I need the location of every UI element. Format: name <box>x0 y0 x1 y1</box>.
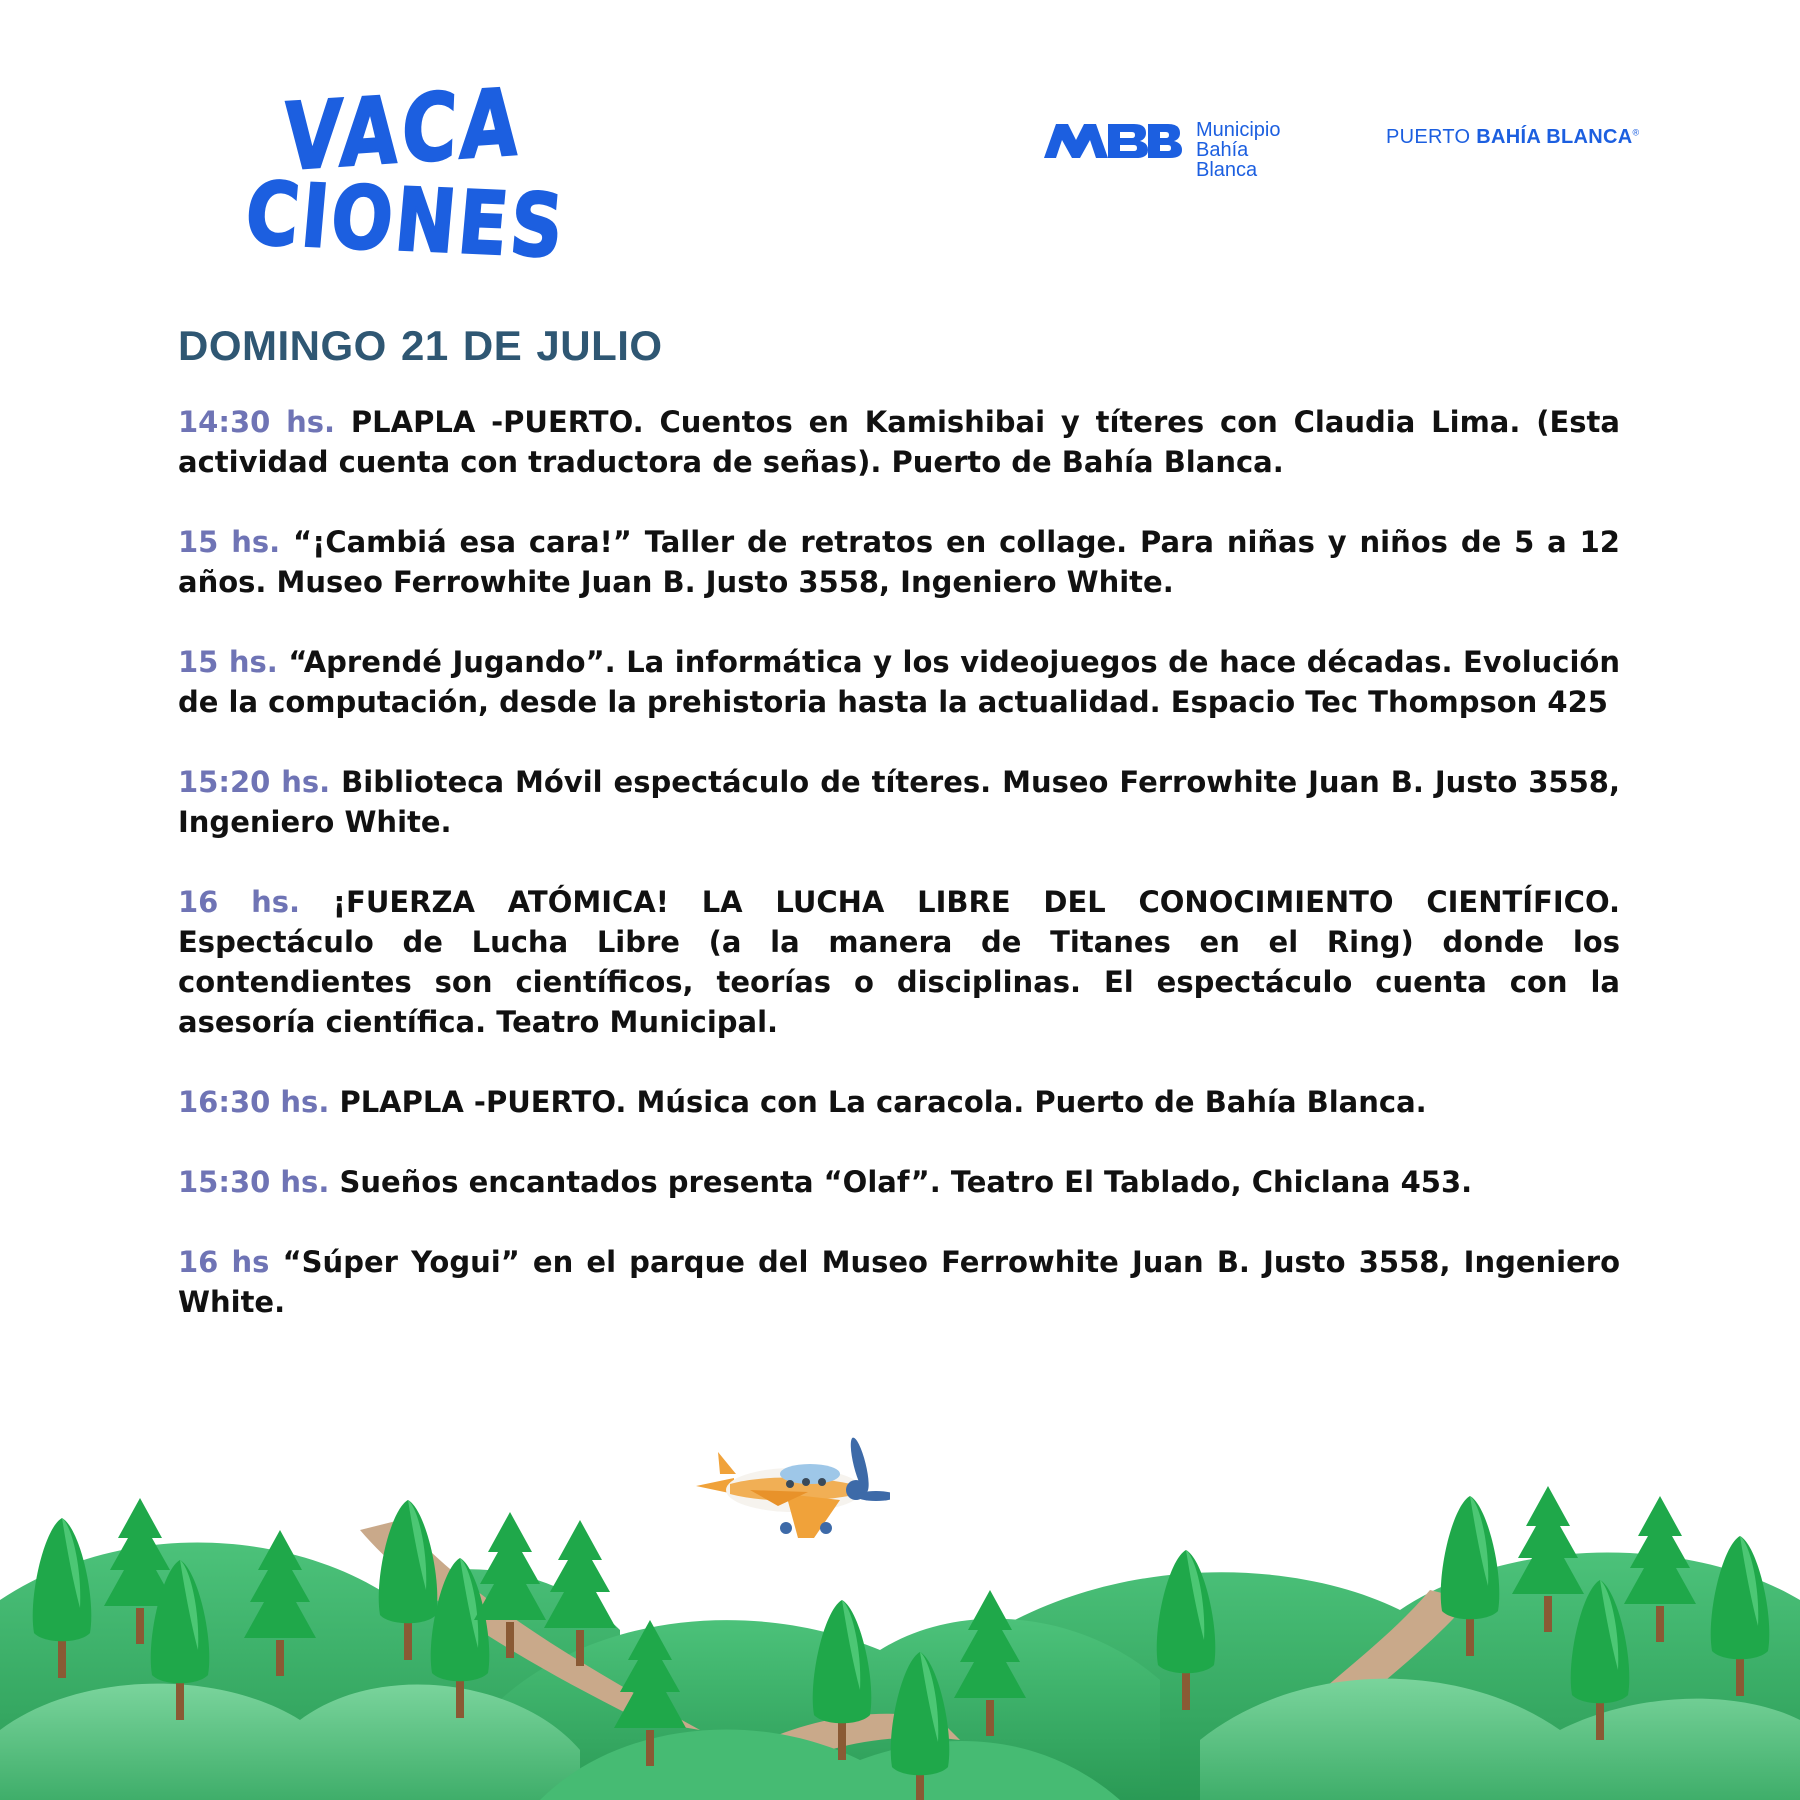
mbb-mark-icon <box>1042 118 1182 162</box>
event-time: 14:30 hs. <box>178 405 336 439</box>
event-description: “¡Cambiá esa cara!” Taller de retratos en collage. Para niñas y niños de 5 a 12 años. Museo Ferrowhite Juan B. Justo 3558, Ingeniero White. <box>178 525 1620 599</box>
event-time: 15 hs. <box>178 645 278 679</box>
event-time: 15:30 hs. <box>178 1165 330 1199</box>
event-item <box>178 642 1620 722</box>
event-description: Biblioteca Móvil espectáculo de títeres. Museo Ferrowhite Juan B. Justo 3558, Ingeniero White. <box>178 765 1620 839</box>
municipio-logo-text <box>1196 120 1280 180</box>
event-description: Sueños encantados presenta “Olaf”. Teatro El Tablado, Chiclana 453. <box>339 1165 1473 1199</box>
event-item <box>178 762 1620 842</box>
event-item <box>178 402 1620 482</box>
municipio-logo-line3: Blanca <box>1196 159 1258 181</box>
event-time: 16:30 hs. <box>178 1085 330 1119</box>
vacaciones-logo-line1: VACA <box>281 68 525 192</box>
puerto-bahia-blanca-logo <box>1386 126 1639 149</box>
airplane-icon <box>690 1434 890 1544</box>
event-item <box>178 1242 1620 1322</box>
event-description: ¡FUERZA ATÓMICA! LA LUCHA LIBRE DEL CONOCIMIENTO CIENTÍFICO. Espectáculo de Lucha Libre (a la manera de Titanes en el Ring) donde los contendientes son científicos, teorías o disciplinas. El espectáculo cuenta con la asesoría científica. Teatro Municipal. <box>178 885 1620 1039</box>
event-time: 15:20 hs. <box>178 765 331 799</box>
event-item <box>178 1082 1620 1122</box>
registered-mark: ® <box>1632 127 1640 138</box>
event-time: 16 hs. <box>178 885 301 919</box>
event-description: PLAPLA -PUERTO. Música con La caracola. Puerto de Bahía Blanca. <box>339 1085 1427 1119</box>
event-time: 15 hs. <box>178 525 281 559</box>
event-time: 16 hs <box>178 1245 270 1279</box>
puerto-logo-bold: BAHÍA BLANCA <box>1476 126 1633 148</box>
vacaciones-logo <box>241 68 570 277</box>
page-title: DOMINGO 21 DE JULIO <box>178 322 663 369</box>
event-schedule <box>178 402 1620 1362</box>
event-item <box>178 882 1620 1042</box>
municipio-bahia-blanca-logo <box>1042 118 1302 184</box>
event-description: PLAPLA -PUERTO. Cuentos en Kamishibai y títeres con Claudia Lima. (Esta actividad cuenta con traductora de señas). Puerto de Bahía Blanca. <box>178 405 1620 479</box>
event-item <box>178 522 1620 602</box>
municipio-logo-line2: Bahía <box>1196 139 1249 161</box>
municipio-logo-line1: Municipio <box>1196 119 1281 141</box>
landscape-illustration <box>0 1400 1800 1800</box>
event-item <box>178 1162 1620 1202</box>
event-description: “Aprendé Jugando”. La informática y los videojuegos de hace décadas. Evolución de la computación, desde la prehistoria hasta la actualidad. Espacio Tec Thompson 425 <box>178 645 1620 719</box>
puerto-logo-light: PUERTO <box>1386 126 1471 148</box>
vacaciones-logo-line2: CIONES <box>241 162 570 277</box>
event-description: “Súper Yogui” en el parque del Museo Ferrowhite Juan B. Justo 3558, Ingeniero White. <box>178 1245 1620 1319</box>
